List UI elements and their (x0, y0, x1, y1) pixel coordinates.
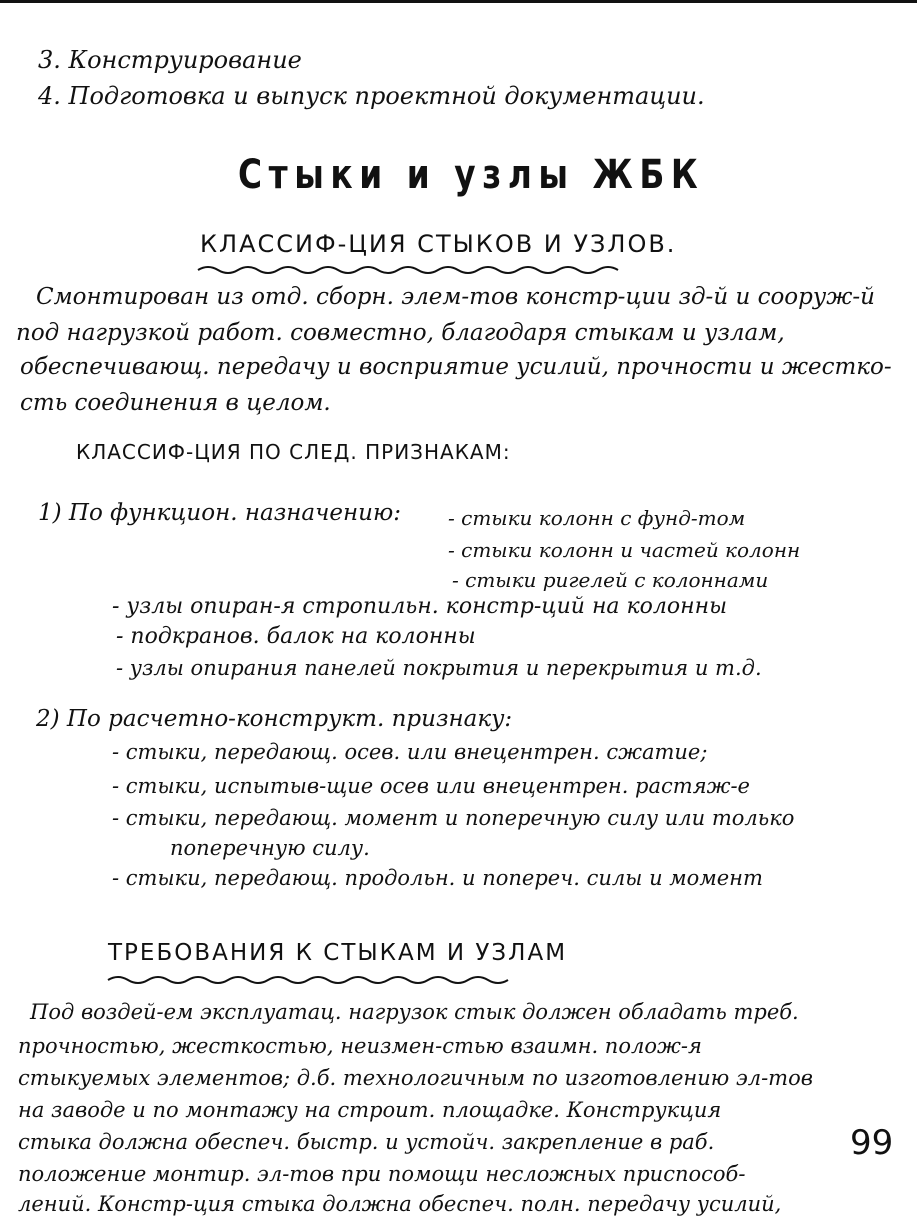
paragraph-line: обеспечивающ. передачу и восприятие усилий, прочности и жестко- (20, 354, 892, 380)
item2-sub-line: - стыки, передающ. осев. или внецентрен. сжатие; (112, 740, 708, 764)
page-number: 99 (850, 1123, 894, 1163)
item1-right-line: - стыки колонн с фунд-том (448, 506, 746, 530)
list-item-4: 4. Подготовка и выпуск проектной документации. (38, 82, 705, 110)
page-edge-line (0, 0, 917, 3)
paragraph-line: Смонтирован из отд. сборн. элем-тов констр-ции зд-й и сооруж-й (36, 284, 875, 310)
paragraph-line: стыка должна обеспеч. быстр. и устойч. закрепление в раб. (18, 1130, 715, 1154)
paragraph-line: прочностью, жесткостью, неизмен-стью взаимн. полож-я (18, 1034, 702, 1058)
item1-right-line: - стыки ригелей с колоннами (452, 568, 769, 592)
heading-underline (108, 974, 508, 986)
section-heading-requirements: ТРЕБОВАНИЯ К СТЫКАМ И УЗЛАМ (108, 940, 568, 966)
item1-sub-line: - подкранов. балок на колонны (116, 624, 476, 649)
item2-sub-line: поперечную силу. (170, 836, 370, 860)
item1-sub-line: - узлы опиран-я стропильн. констр-ций на колонны (112, 594, 728, 619)
page-title: Стыки и узлы ЖБК (238, 152, 705, 198)
paragraph-line: на заводе и по монтажу на строит. площадке. Конструкция (18, 1098, 722, 1122)
item2-sub-line: - стыки, передающ. продольн. и попереч. силы и момент (112, 866, 763, 890)
item2-sub-line: - стыки, испытыв-щие осев или внецентрен. растяж-е (112, 774, 750, 798)
item1-label: 1) По функцион. назначению: (38, 500, 401, 526)
item2-label: 2) По расчетно-конструкт. признаку: (36, 706, 513, 732)
criteria-heading: КЛАССИФ-ЦИЯ ПО СЛЕД. ПРИЗНАКАМ: (76, 440, 511, 464)
section-heading-classification: КЛАССИФ-ЦИЯ СТЫКОВ И УЗЛОВ. (200, 230, 677, 258)
paragraph-line: лений. Констр-ция стыка должна обеспеч. полн. передачу усилий, (18, 1192, 782, 1216)
item1-sub-line: - узлы опирания панелей покрытия и перекрытия и т.д. (116, 656, 762, 680)
paragraph-line: под нагрузкой работ. совместно, благодаря стыкам и узлам, (16, 320, 785, 346)
item1-right-line: - стыки колонн и частей колонн (448, 538, 801, 562)
paragraph-line: стыкуемых элементов; д.б. технологичным по изготовлению эл-тов (18, 1066, 813, 1090)
paragraph-line: Под воздей-ем эксплуатац. нагрузок стык должен обладать треб. (30, 1000, 799, 1024)
paragraph-line: сть соединения в целом. (20, 390, 331, 416)
list-item-3: 3. Конструирование (38, 46, 302, 74)
heading-underline (198, 264, 628, 276)
paragraph-line: положение монтир. эл-тов при помощи несложных приспособ- (18, 1162, 746, 1186)
item2-sub-line: - стыки, передающ. момент и поперечную силу или только (112, 806, 795, 830)
